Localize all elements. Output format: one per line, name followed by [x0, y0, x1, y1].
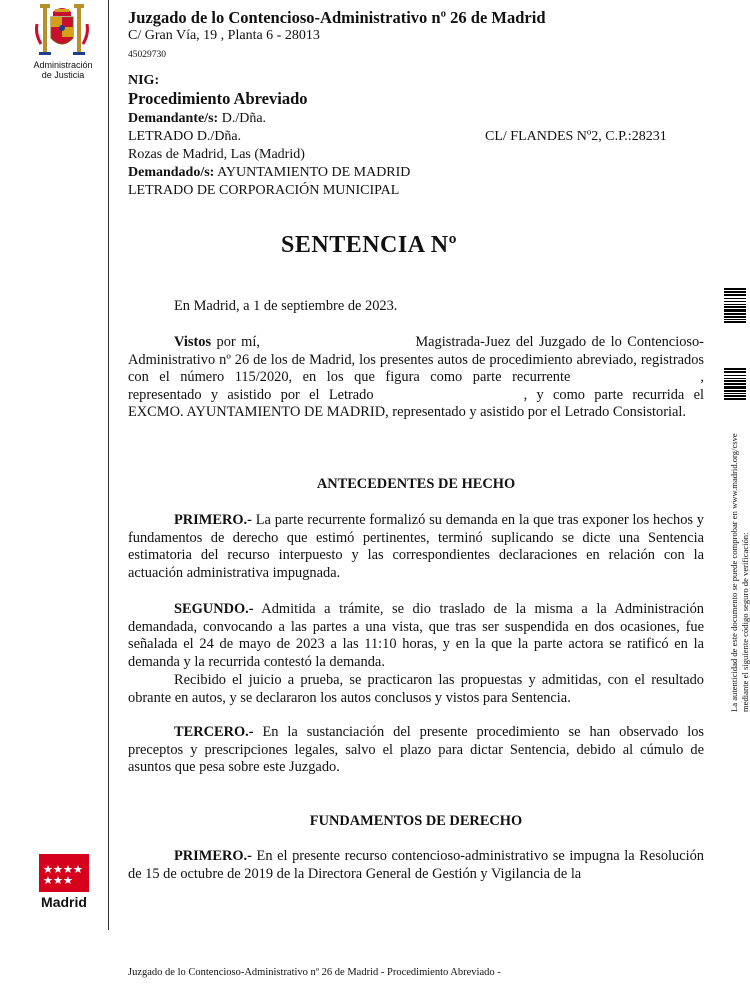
antecedentes-primero: PRIMERO.- La parte recurrente formalizó su demanda en la que tras exponer los hechos y fundamentos de derecho que estimó pertinentes, terminó suplicando se dicte una Sentencia estimatoria del recurso interpuesto y las correspondientes declaraciones en relación con la actuación administrativa impugnada.	[128, 512, 704, 581]
court-name: Juzgado de lo Contencioso-Administrativo nº 26 de Madrid	[128, 8, 546, 27]
plaintiff-label: Demandante/s:	[128, 111, 219, 126]
coat-of-arms-logo	[33, 4, 91, 60]
court-code: 45029730	[128, 50, 166, 60]
nig-label: NIG:	[128, 73, 160, 88]
margin-rule	[108, 0, 109, 930]
antecedentes-segundo-cont: Recibido el juicio a prueba, se practicaron las propuestas y admitidas, con el resultado obrante en autos, y se declararon los autos conclusos y vistos para Sentencia.	[128, 672, 704, 706]
vistos-lead: Vistos	[174, 334, 212, 350]
defendant-value: AYUNTAMIENTO DE MADRID	[217, 165, 411, 180]
verification-note: La autenticidad de este documento se puede comprobar en www.madrid.org/csve mediante el siguiente código seguro de verificación:	[729, 433, 750, 712]
lawyer-address: CL/ FLANDES Nº2, C.P.:28231	[485, 129, 667, 144]
fundamentos-heading: FUNDAMENTOS DE DERECHO	[309, 813, 523, 829]
lawyer-label: LETRADO D./Dña.	[128, 129, 242, 144]
defendant-line	[128, 164, 410, 182]
antecedentes-heading: ANTECEDENTES DE HECHO	[316, 476, 516, 492]
antecedentes-segundo: SEGUNDO.- Admitida a trámite, se dio traslado de la misma a la Administración demandada, convocando a las partes a una vista, que tras ser suspendida en dos ocasiones, fue señalada el 24 de mayo de 2023 a las 11:10 horas, y en la que la parte actora se ratificó en la demanda y la recurrida contestó la demanda.	[128, 601, 704, 670]
page-footer: Juzgado de lo Contencioso-Administrativo nº 26 de Madrid - Procedimiento Abreviado -	[128, 967, 501, 978]
date-line: En Madrid, a 1 de septiembre de 2023.	[174, 298, 398, 314]
court-address: C/ Gran Vía, 19 , Planta 6 - 28013	[128, 28, 320, 43]
fundamentos-primero: PRIMERO.- En el presente recurso contencioso-administrativo se impugna la Resolución de 15 de octubre de 2019 de la Directora General de Gestión y Vigilancia de la	[128, 848, 704, 882]
antecedentes-tercero: TERCERO.- En la sustanciación del presente procedimiento se han observado los preceptos y prescripciones legales, salvo el plazo para dictar Sentencia, debido al cúmulo de asuntos que pesa sobre este Juzgado.	[128, 724, 704, 776]
defendant-lawyer: LETRADO DE CORPORACIÓN MUNICIPAL	[128, 183, 400, 198]
defendant-label: Demandado/s:	[128, 165, 215, 180]
plaintiff-line	[128, 110, 266, 128]
lawyer-city: Rozas de Madrid, Las (Madrid)	[128, 147, 305, 162]
stars-icon	[39, 854, 89, 892]
justice-logo-label: Administración de Justicia	[33, 60, 93, 80]
barcode-top	[724, 288, 746, 324]
document-title: SENTENCIA Nº	[281, 232, 457, 258]
procedure-type: Procedimiento Abreviado	[128, 89, 308, 108]
madrid-logo-label: Madrid	[41, 894, 87, 910]
madrid-flag-logo	[39, 854, 89, 892]
plaintiff-value: D./Dña.	[221, 111, 267, 126]
vistos-paragraph: Vistos por mí, Magistrada-Juez del Juzgado de lo Contencioso-Administrativo nº 26 de los de Madrid, los presentes autos de procedimiento abreviado, registrados con el número 115/2020, en los que figura como parte recurrente , representado y asistido por el Letrado , y como parte recurrida el EXCMO. AYUNTAMIENTO DE MADRID, representado y asistido por el Letrado Consistorial.	[128, 334, 704, 421]
